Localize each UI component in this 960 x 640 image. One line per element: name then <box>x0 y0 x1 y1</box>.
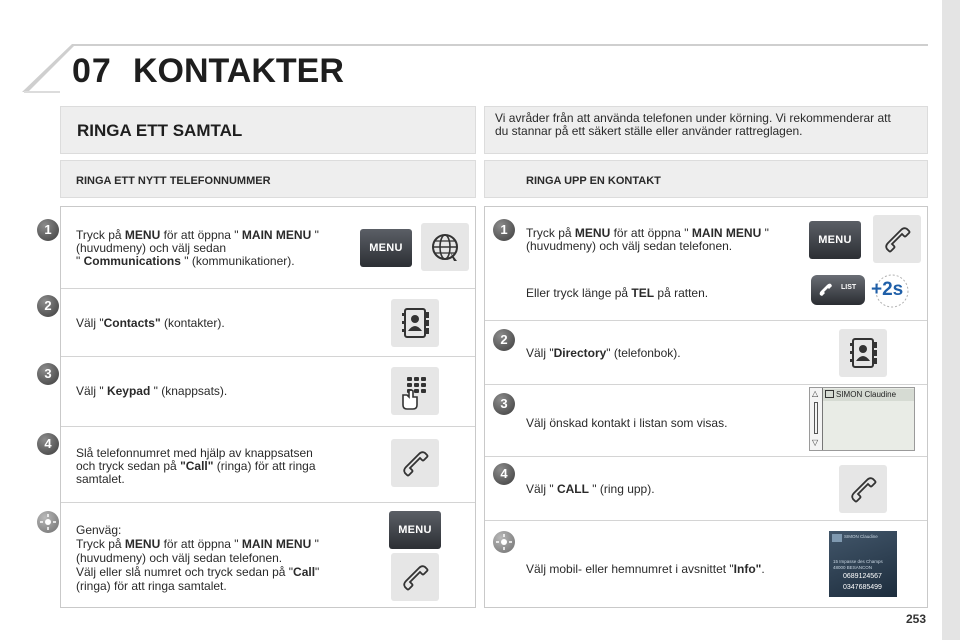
section-title: RINGA ETT SAMTAL <box>77 121 243 140</box>
warning-text: Vi avråder från att använda telefonen under körning. Vi rekommenderar att du stannar på ett säkert ställe eller använder rattreglagen. <box>495 111 891 138</box>
left-step-1 <box>44 207 475 289</box>
step-number-badge: 1 <box>37 219 59 241</box>
phone-icon <box>391 553 439 601</box>
list-scrollbar <box>810 388 823 450</box>
text-run: (huvudmeny) och välj sedan telefonen. <box>76 551 283 565</box>
directory-keyword: Directory <box>553 346 607 360</box>
text-run: (ringa) för att ringa samtalet. <box>76 579 227 593</box>
call-keyword: CALL <box>556 482 589 496</box>
text-run: . <box>761 562 765 576</box>
right-step-2 <box>485 321 927 385</box>
contacts-icon <box>839 329 887 377</box>
text-run: " (kommunikationer). <box>180 254 295 268</box>
text-run: och tryck sedan på <box>76 459 181 473</box>
text-run: " <box>311 228 319 242</box>
step-number-badge: 2 <box>493 329 515 351</box>
contact-info-screen <box>829 531 897 597</box>
tip-icon <box>493 531 515 553</box>
text-run: (huvudmeny) och välj sedan telefonen. <box>526 239 733 253</box>
contacts-keyword: Contacts" <box>103 316 161 330</box>
call-keyword: Call <box>293 565 316 579</box>
phone-icon <box>839 465 887 513</box>
menu-keyword: MENU <box>124 228 161 242</box>
text-run: för att öppna " <box>610 226 692 240</box>
left-step-3 <box>44 357 475 427</box>
folder-icon <box>825 390 834 398</box>
text-run: samtalet. <box>76 472 125 486</box>
contact-name: SIMON Claudine <box>836 390 897 399</box>
communications-icon <box>421 223 469 271</box>
phone-icon <box>873 215 921 263</box>
left-step-3-text <box>76 385 356 398</box>
menu-keyword: MENU <box>574 226 611 240</box>
text-run: " <box>761 226 769 240</box>
selected-contact-row <box>823 389 914 401</box>
scroll-thumb <box>814 402 818 434</box>
step-number-badge: 3 <box>493 393 515 415</box>
steering-tel-button <box>811 275 865 305</box>
text-run: " <box>311 537 319 551</box>
left-subtitle: RINGA ETT NYTT TELEFONNUMMER <box>76 175 271 187</box>
menu-keyword: MENU <box>124 537 161 551</box>
text-run: (kontakter). <box>160 316 225 330</box>
right-subtitle: RINGA UPP EN KONTAKT <box>526 175 661 187</box>
step-number-badge: 3 <box>37 363 59 385</box>
tip-icon <box>37 511 59 533</box>
text-run: Välj " <box>526 346 554 360</box>
step-number-badge: 4 <box>493 463 515 485</box>
text-run: " (telefonbok). <box>606 346 681 360</box>
text-run: " (knappsats). <box>150 384 228 398</box>
right-info-tip <box>485 521 927 607</box>
right-step-4 <box>485 457 927 521</box>
left-step-2-text <box>76 317 356 330</box>
menu-button-image: MENU <box>809 221 861 259</box>
right-step-2-text <box>526 347 806 360</box>
step-number-badge: 2 <box>37 295 59 317</box>
text-run: Tryck på <box>76 537 125 551</box>
right-info-text <box>526 563 816 576</box>
text-run: Slå telefonnumret med hjälp av knappsatsen <box>76 446 313 460</box>
right-step-1 <box>485 207 927 321</box>
info-mobile-number: 0689124567 <box>843 573 882 580</box>
text-run: Välj eller slå numret och tryck sedan på " <box>76 565 294 579</box>
call-keyword: "Call" <box>180 459 214 473</box>
step-number-badge: 4 <box>37 433 59 455</box>
text-run: " <box>315 565 320 579</box>
main-menu-keyword: MAIN MENU <box>241 228 312 242</box>
text-run: Välj " <box>526 482 557 496</box>
tel-keyword: TEL <box>631 286 655 300</box>
text-run: " (ring upp). <box>588 482 655 496</box>
info-home-number: 0347685499 <box>843 584 882 591</box>
right-step-3 <box>485 385 927 457</box>
scroll-up-icon: △ <box>812 389 819 398</box>
text-run: Tryck på <box>76 228 125 242</box>
right-subtitle-box <box>484 160 928 198</box>
info-contact-thumbnail <box>832 534 842 542</box>
right-step-1-text <box>526 227 806 253</box>
info-address-line-1: 15 Impasse des Champs <box>833 559 883 564</box>
chapter-title: KONTAKTER <box>133 52 344 90</box>
info-contact-name: SIMON Claudine <box>844 534 878 539</box>
text-run: Välj " <box>76 384 107 398</box>
phone-icon <box>391 439 439 487</box>
handset-icon <box>817 281 835 299</box>
page-number: 253 <box>906 612 927 626</box>
text-run: på ratten. <box>654 286 709 300</box>
text-run: Välj mobil- eller hemnumret i avsnittet " <box>526 562 734 576</box>
communications-keyword: Communications <box>83 254 181 268</box>
right-steps-panel <box>484 206 928 608</box>
right-step-4-text <box>526 483 806 496</box>
left-step-4 <box>44 427 475 503</box>
main-menu-keyword: MAIN MENU <box>241 537 312 551</box>
text-run: " <box>76 254 84 268</box>
list-label: LIST <box>841 284 857 291</box>
warning-box <box>484 106 928 154</box>
info-address-line-2: 48000 BESANCON <box>833 565 873 570</box>
text-run: för att öppna " <box>160 537 242 551</box>
text-run: Välj " <box>76 316 104 330</box>
left-step-1-text <box>76 229 356 268</box>
hold-label: +2s <box>871 279 904 300</box>
text-run: (huvudmeny) och välj sedan <box>76 241 227 255</box>
keypad-icon <box>391 367 439 415</box>
tip-heading: Genväg: <box>76 523 122 537</box>
text-run: (ringa) för att ringa <box>213 459 316 473</box>
section-heading-box <box>60 106 476 154</box>
right-step-1-alt-text <box>526 287 786 300</box>
hold-two-seconds-icon <box>869 273 915 309</box>
keypad-keyword: Keypad <box>106 384 151 398</box>
left-step-4-text <box>76 447 366 486</box>
text-run: Eller tryck länge på <box>526 286 632 300</box>
menu-button-image: MENU <box>389 511 441 549</box>
left-shortcut-text <box>76 523 366 593</box>
main-menu-keyword: MAIN MENU <box>691 226 762 240</box>
left-steps-panel <box>44 206 476 608</box>
left-shortcut-tip <box>61 503 475 607</box>
info-keyword: Info" <box>733 562 762 576</box>
left-subtitle-box <box>60 160 476 198</box>
step-number-badge: 1 <box>493 219 515 241</box>
contact-list-screen <box>809 387 915 451</box>
left-step-2 <box>44 289 475 357</box>
chapter-number: 07 <box>72 52 112 90</box>
menu-button-image: MENU <box>360 229 412 267</box>
right-step-3-text: Välj önskad kontakt i listan som visas. <box>526 416 728 430</box>
text-run: Tryck på <box>526 226 575 240</box>
contacts-icon <box>391 299 439 347</box>
scroll-down-icon: ▽ <box>812 438 819 447</box>
text-run: för att öppna " <box>160 228 242 242</box>
